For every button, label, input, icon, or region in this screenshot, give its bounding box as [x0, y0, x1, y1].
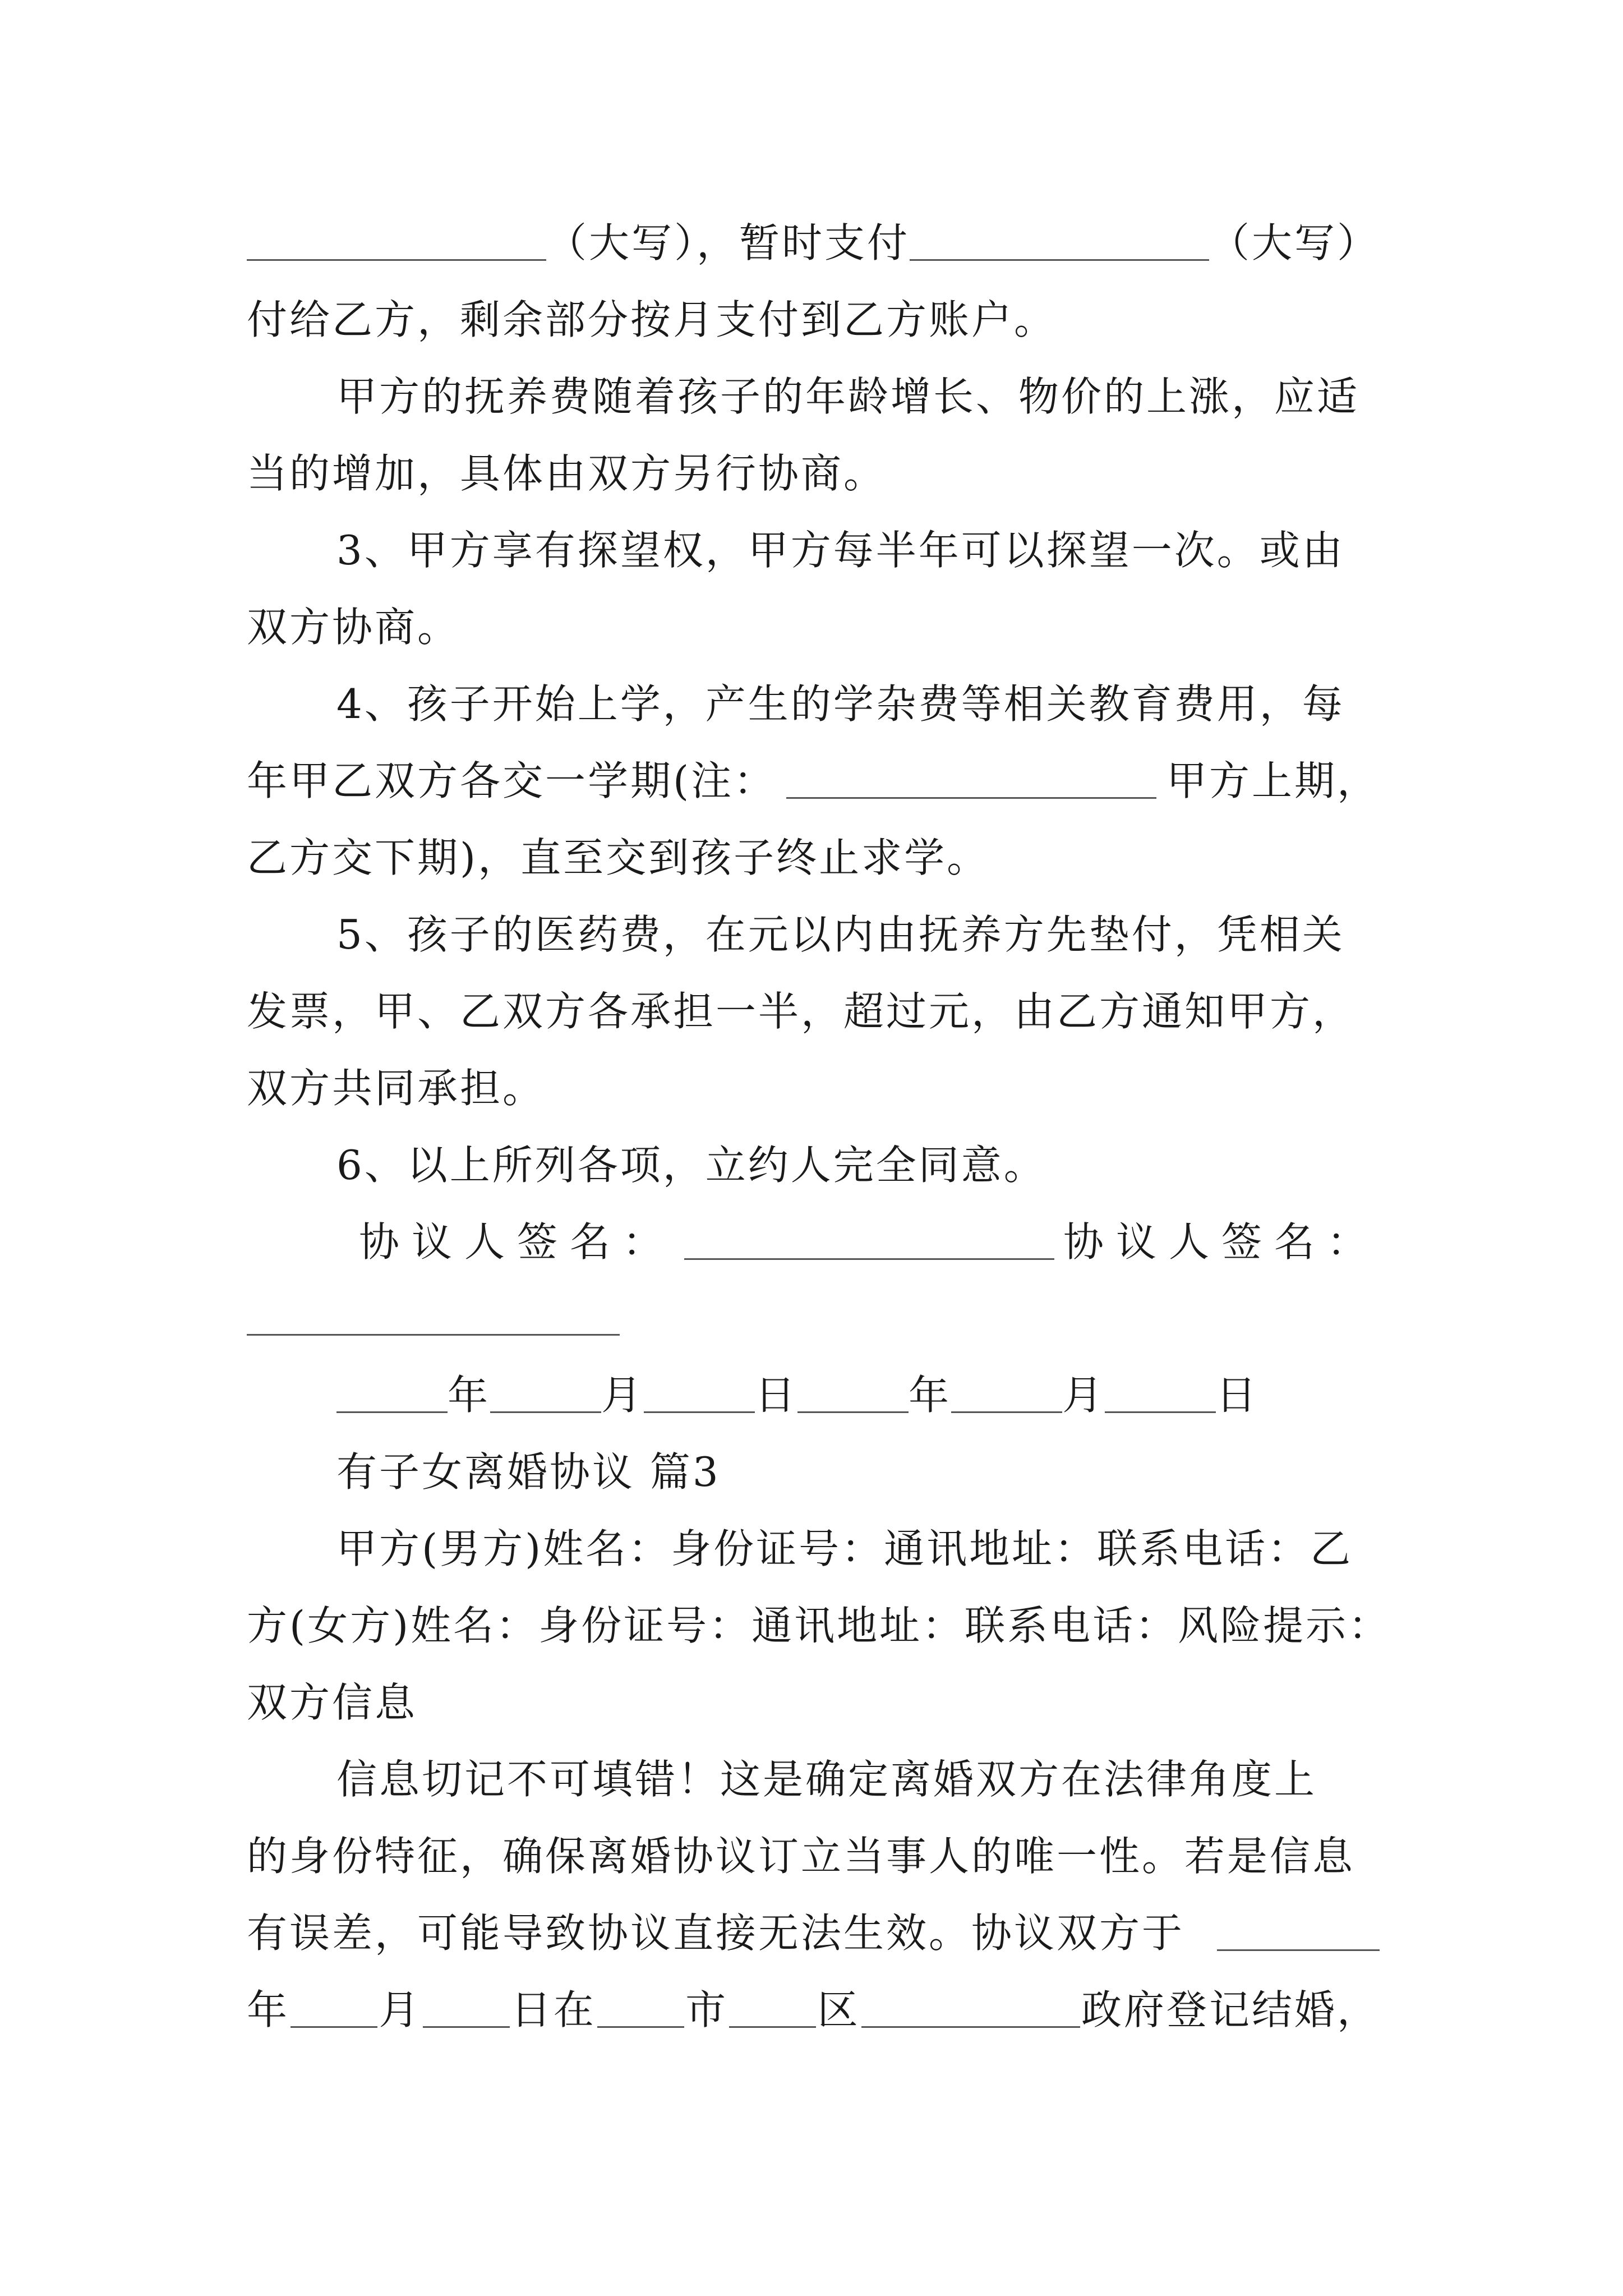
signature-line: [359, 1211, 1380, 1273]
text-run: 4、孩子开始上学，产生的学杂费等相关教育费用，每: [336, 680, 1345, 728]
text-run: 信息切记不可填错！这是确定离婚双方在法律角度上: [336, 1756, 1317, 1803]
clause-5: [336, 904, 1380, 965]
date-line: [336, 1364, 1258, 1426]
text-run: 付给乙方，剩余部分按月支付到乙方账户。: [247, 296, 1057, 343]
date-unit: 月: [1062, 1372, 1105, 1419]
text-run: 甲方的抚养费随着孩子的年龄增长、物价的上涨，应适: [336, 373, 1360, 420]
text-run: 双方共同承担。: [247, 1065, 546, 1112]
text-line: [247, 827, 989, 889]
signature-label-party-a: 协议人签名：: [359, 1218, 676, 1266]
text-run: 年甲乙双方各交一学期(注：: [247, 757, 777, 804]
text-run: 方(女方)姓名：身份证号：通讯地址：联系电话：风险提示：: [247, 1602, 1391, 1649]
text-run: 甲方上期，: [1166, 757, 1380, 804]
text-run: （大写），暂时支付: [546, 219, 910, 266]
text-line: [247, 1595, 1391, 1657]
signature-blank-party-b: [247, 1334, 620, 1336]
text-line: [247, 981, 1380, 1042]
fill-blank: [490, 1364, 601, 1413]
text-run: 6、以上所列各项，立约人完全同意。: [336, 1142, 1046, 1189]
text-run: 有误差，可能导致协议直接无法生效。协议双方于: [247, 1910, 1185, 1957]
text-run: 双方信息: [247, 1679, 418, 1726]
fill-blank: [1105, 1364, 1216, 1413]
date-unit: 年: [909, 1372, 952, 1419]
date-unit: 年: [448, 1372, 491, 1419]
fill-blank: [797, 1364, 909, 1413]
text-line: [247, 1902, 1380, 1964]
party-info: [336, 1518, 1380, 1580]
fill-blank: [910, 212, 1209, 261]
fill-blank: [861, 1979, 1080, 2028]
fill-blank: [786, 750, 1156, 799]
section-heading: [336, 1441, 721, 1503]
text-line: [247, 1979, 1380, 2041]
text-run: 日在: [510, 1986, 596, 2033]
text-line: [247, 1057, 545, 1119]
paragraph-start: [336, 1749, 1380, 1810]
text-line: [247, 596, 460, 658]
text-run: 5、孩子的医药费，在元以内由抚养方先垫付，凭相关: [336, 911, 1345, 958]
text-run: 3、甲方享有探望权，甲方每半年可以探望一次。或由: [336, 527, 1345, 574]
text-run: 的身份特征，确保离婚协议订立当事人的唯一性。若是信息: [247, 1833, 1355, 1880]
fill-blank: [291, 1979, 377, 2028]
text-line: [247, 1672, 417, 1733]
clause-4: [336, 673, 1380, 735]
text-run: （大写）: [1209, 219, 1380, 266]
fill-blank: [247, 212, 546, 261]
date-unit: 日: [755, 1372, 798, 1419]
fill-blank: [423, 1979, 510, 2028]
text-line: [247, 1825, 1380, 1887]
fill-blank: [1217, 1902, 1380, 1951]
fill-blank: [336, 1364, 448, 1413]
signature-label-party-b: 协议人签名：: [1063, 1218, 1380, 1266]
text-run: 政府登记结婚，: [1081, 1986, 1380, 2033]
date-unit: 日: [1216, 1372, 1259, 1419]
text-run: 当的增加，具体由双方另行协商。: [247, 450, 887, 497]
clause-6: [336, 1134, 1046, 1196]
text-run: 甲方(男方)姓名：身份证号：通讯地址：联系电话：乙: [336, 1525, 1353, 1572]
text-line: [247, 212, 1380, 274]
paragraph-start: [336, 366, 1380, 427]
text-line: [247, 443, 886, 504]
text-run: 年: [247, 1986, 290, 2033]
text-run: 发票，甲、乙双方各承担一半，超过元，由乙方通知甲方，: [247, 988, 1355, 1035]
text-run: 区: [817, 1986, 860, 2033]
text-run: 乙方交下期)，直至交到孩子终止求学。: [247, 834, 990, 881]
fill-blank: [951, 1364, 1062, 1413]
clause-3: [336, 519, 1380, 581]
text-run: 月: [379, 1986, 422, 2033]
text-line: [247, 750, 1380, 812]
fill-blank: [729, 1979, 816, 2028]
text-run: 市: [685, 1986, 728, 2033]
date-unit: 月: [601, 1372, 644, 1419]
heading-text: 有子女离婚协议 篇3: [336, 1448, 721, 1496]
fill-blank: [597, 1979, 684, 2028]
text-line: [247, 289, 1057, 351]
text-run: 双方协商。: [247, 604, 460, 651]
fill-blank: [644, 1364, 755, 1413]
signature-blank: [684, 1211, 1054, 1260]
